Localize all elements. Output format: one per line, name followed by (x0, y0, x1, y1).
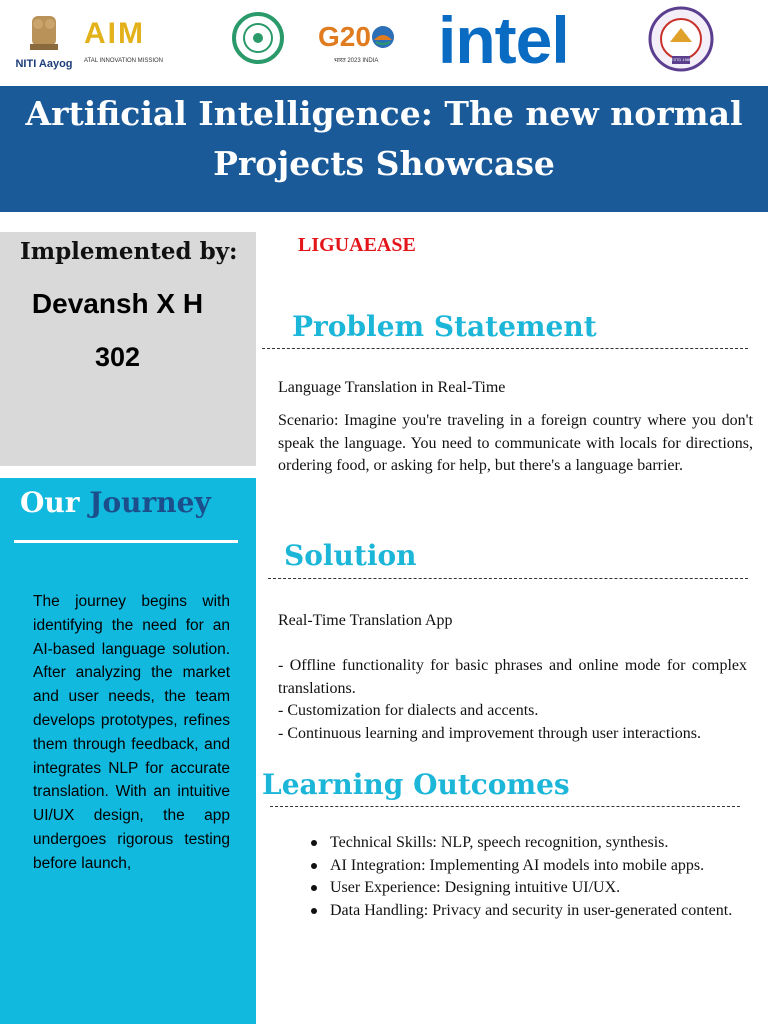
g20-wordmark: G20 (318, 21, 371, 52)
cbse-seal-icon (232, 12, 284, 64)
solution-divider (268, 578, 748, 579)
list-item: User Experience: Designing intuitive UI/UX. (278, 877, 753, 900)
logo-bar (0, 0, 768, 86)
intel-wordmark: intel (438, 3, 569, 77)
solution-line: Real-Time Translation App (278, 612, 453, 629)
school-estd: ESTD 1986 (670, 57, 692, 62)
list-item: Technical Skills: NLP, speech recognition, synthesis. (278, 832, 753, 855)
title-banner (0, 86, 768, 212)
aim-logo (84, 14, 184, 74)
student-name: Devansh X H (31, 288, 204, 319)
aim-wordmark: AIM (84, 17, 145, 50)
list-item: AI Integration: Implementing AI models into mobile apps. (278, 855, 753, 878)
school-crest-logo (648, 6, 714, 72)
outcomes-divider (270, 806, 740, 807)
national-emblem-icon (10, 10, 78, 58)
problem-line: Language Translation in Real-Time (278, 379, 506, 396)
niti-aayog-logo (10, 10, 78, 74)
journey-text: The journey begins with identifying the need for an AI-based language solution. After analyzing the market and user needs, the team develops prototypes, refines them through feedback, and integrates NLP for accurate translation. With an intuitive UI/UX design, the app undergoes rigorous testing before launch, (33, 593, 230, 872)
journey-heading-word1: Our (20, 486, 80, 519)
aim-subtitle: ATAL INNOVATION MISSION (84, 58, 164, 64)
problem-heading: Problem Statement (292, 310, 597, 343)
solution-point: - Customization for dialects and accents. (278, 702, 539, 720)
journey-heading (20, 486, 211, 519)
solution-heading: Solution (284, 539, 417, 572)
intel-logo (438, 4, 628, 76)
journey-heading-word2: Journey (89, 486, 211, 519)
student-number: 302 (94, 342, 141, 372)
solution-points (278, 655, 747, 745)
globe-lotus-icon (370, 24, 396, 50)
g20-motto: भारत 2023 INDIA (334, 58, 379, 64)
cbse-logo (232, 12, 284, 64)
implemented-by-label: Implemented by: (20, 238, 238, 265)
banner-subtitle: Projects Showcase (213, 144, 555, 183)
niti-aayog-label: NITI Aayog (15, 58, 73, 70)
problem-scenario: Scenario: Imagine you're traveling in a foreign country where you don't speak the language. You need to communicate with locals for directions, ordering food, or asking for help, but there's a language barrier. (278, 412, 753, 475)
list-item: Data Handling: Privacy and security in user-generated content. (278, 900, 753, 923)
outcomes-heading: Learning Outcomes (262, 768, 570, 801)
solution-point: - Offline functionality for basic phrases and online mode for complex translations. (278, 657, 747, 697)
g20-logo (318, 20, 404, 70)
banner-title: Artificial Intelligence: The new normal (25, 94, 743, 133)
solution-point: - Continuous learning and improvement through user interactions. (278, 724, 702, 742)
problem-divider (262, 348, 748, 349)
outcomes-list (278, 832, 753, 922)
project-title: LIGUAEASE (298, 234, 416, 256)
journey-divider (14, 540, 238, 543)
